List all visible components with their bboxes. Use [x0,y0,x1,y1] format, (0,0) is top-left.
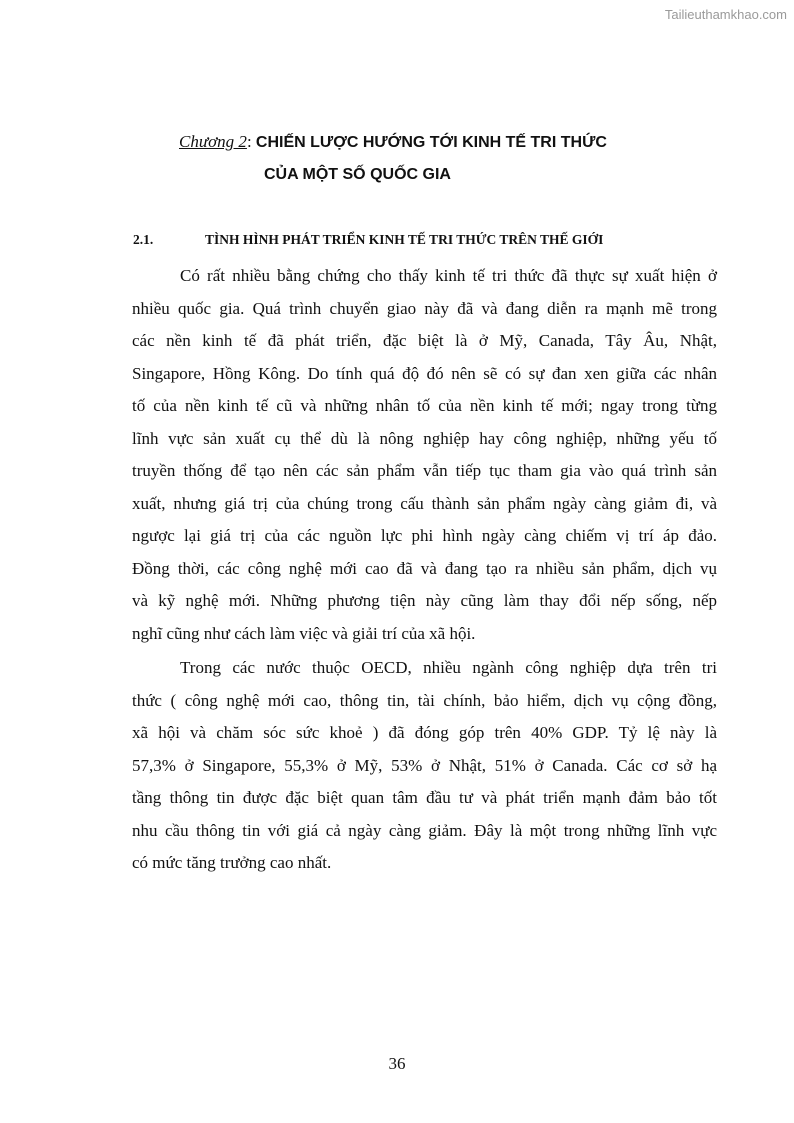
chapter-heading [179,132,607,152]
chapter-label: Chương 2 [179,132,247,151]
paragraph-line: có mức tăng trưởng cao nhất. [132,853,332,872]
paragraph-line: Trong các nước thuộc OECD, nhiều ngành công nghiệp dựa trên tri [180,658,717,677]
paragraph-line: nhiều quốc gia. Quá trình chuyển giao này đã và đang diễn ra mạnh mẽ trong [132,298,717,318]
paragraph-line: Singapore, Hồng Kông. Do tính quá độ đó nên sẽ có sự đan xen giữa các nhân [132,363,717,383]
paragraph-line: nghĩ cũng như cách làm việc và giải trí của xã hội. [132,623,476,643]
paragraph-line: Đồng thời, các công nghệ mới cao đã và đang tạo ra nhiều sản phẩm, dịch vụ [132,558,717,578]
paragraph-1 [132,260,717,650]
page-number: 36 [388,1054,406,1073]
paragraph-line: lĩnh vực sản xuất cụ thể dù là nông nghiệp hay công nghiệp, những yếu tố [132,428,717,448]
chapter-title-line1: CHIẾN LƯỢC HƯỚNG TỚI KINH TẾ TRI THỨC [255,134,607,151]
chapter-colon: : [246,132,252,151]
section-title: TÌNH HÌNH PHÁT TRIỂN KINH TẾ TRI THỨC TRÊN THẾ GIỚI [205,232,604,247]
section-heading [133,232,603,248]
section-number: 2.1. [133,232,154,247]
paragraph-line: xuất, nhưng giá trị của chúng trong cấu thành sản phẩm ngày càng giảm đi, và [132,493,717,513]
watermark: Tailieuthamkhao.com [664,7,787,22]
paragraph-line: truyền thống để tạo nên các sản phẩm vẫn tiếp tục tham gia vào quá trình sản [132,461,717,480]
chapter-title-line2: CỦA MỘT SỐ QUỐC GIA [264,166,451,183]
paragraph-2 [132,652,717,880]
paragraph-line: nhu cầu thông tin với giá cả ngày càng giảm. Đây là một trong những lĩnh vực [132,820,717,840]
paragraph-line: các nền kinh tế đã phát triển, đặc biệt là ở Mỹ, Canada, Tây Âu, Nhật, [132,331,717,350]
paragraph-line: thức ( công nghệ mới cao, thông tin, tài chính, bảo hiểm, dịch vụ cộng đồng, [132,690,717,710]
paragraph-line: 57,3% ở Singapore, 55,3% ở Mỹ, 53% ở Nhật, 51% ở Canada. Các cơ sở hạ [132,755,717,775]
paragraph-line: Có rất nhiều bằng chứng cho thấy kinh tế tri thức đã thực sự xuất hiện ở [180,266,717,285]
paragraph-line: xã hội và chăm sóc sức khoẻ ) đã đóng góp trên 40% GDP. Tỷ lệ này là [132,723,717,742]
paragraph-line: ngược lại giá trị của các nguồn lực phi hình ngày càng chiếm vị trí áp đảo. [132,526,717,545]
paragraph-line: tố của nền kinh tế cũ và những nhân tố của nền kinh tế mới; ngay trong từng [132,396,717,415]
paragraph-line: và kỹ nghệ mới. Những phương tiện này cũng làm thay đổi nếp sống, nếp [132,591,717,610]
paragraph-line: tầng thông tin được đặc biệt quan tâm đầu tư và phát triển mạnh đảm bảo tốt [132,788,717,807]
